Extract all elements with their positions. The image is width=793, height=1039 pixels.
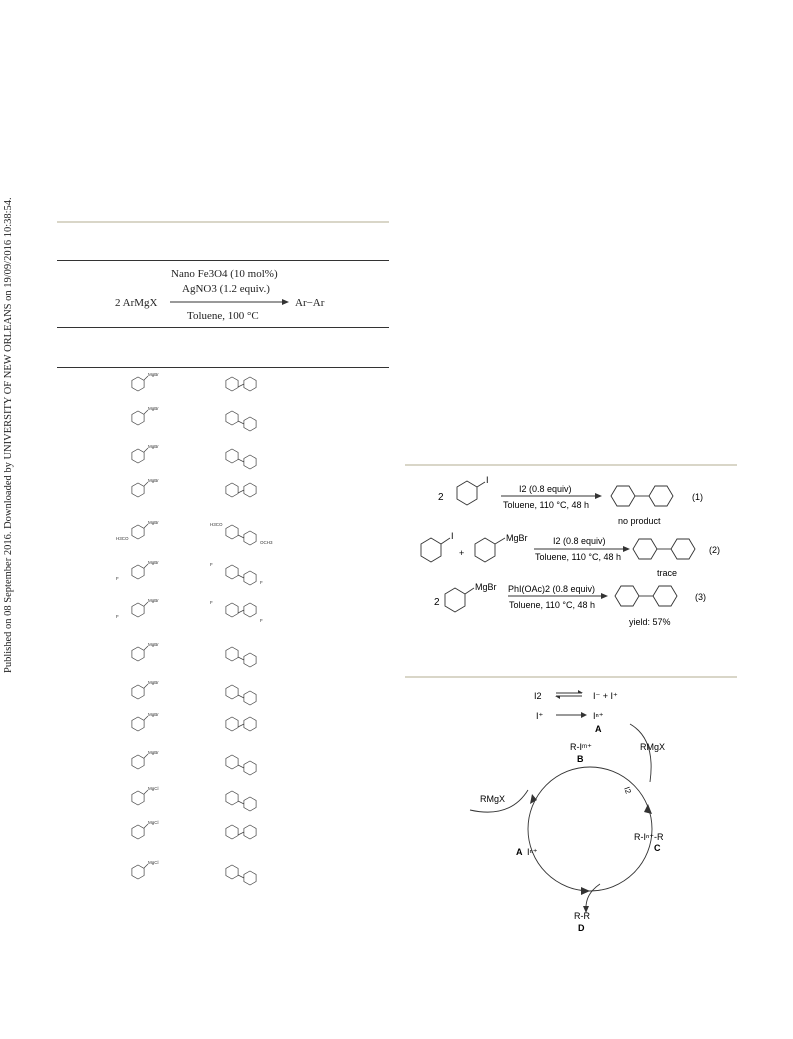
- substrate-substituent: F: [116, 614, 119, 619]
- r1-conditions: Toluene, 110 °C, 48 h: [503, 500, 589, 510]
- substrate-mg-label: MgBr: [148, 478, 159, 483]
- biphenyl-1: [611, 486, 673, 506]
- substrate-mg-label: MgBr: [148, 712, 159, 717]
- substrate-substituent: F: [116, 576, 119, 581]
- eq1-left: I2: [534, 691, 542, 701]
- substrate-mg-label: MgBr: [148, 444, 159, 449]
- product-substituent-a: F: [210, 600, 213, 605]
- iodo-label-1: I: [486, 475, 489, 485]
- A-text: Iⁿ⁺: [527, 847, 538, 857]
- r2-conditions: Toluene, 110 °C, 48 h: [535, 552, 621, 562]
- structure-row: [132, 712, 256, 731]
- phenylmgbr-2: [475, 533, 528, 562]
- r2-number: (2): [709, 545, 720, 555]
- C-label: C: [654, 843, 661, 853]
- header-bottom-rule: [57, 367, 389, 368]
- iodobenzene-1: [457, 475, 489, 505]
- product-substituent-b: F: [260, 580, 263, 585]
- eq2-left: I⁺: [536, 711, 544, 721]
- scheme2-top-rule: [405, 464, 737, 466]
- substrate-substituent: H3CO: [116, 536, 129, 541]
- structure-row: [116, 598, 263, 623]
- catalyst-label: Nano Fe3O4 (10 mol%): [171, 268, 278, 280]
- download-watermark: Published on 08 September 2016. Downloaded by UNIVERSITY OF NEW ORLEANS on 19/09/2016 10:38:54.: [3, 197, 14, 673]
- r2-result: trace: [657, 568, 678, 578]
- D-text: R-R: [574, 911, 590, 921]
- structure-row: [132, 642, 256, 667]
- structure-row: [132, 372, 256, 391]
- cycle-arrowhead-right: [644, 804, 652, 814]
- cycle-arrowhead-bottom: [581, 887, 590, 895]
- r2-plus: +: [459, 548, 465, 558]
- biphenyl-3: [615, 586, 677, 606]
- substrate-mg-label: MgBr: [148, 520, 159, 525]
- r2-reagent: I2 (0.8 equiv): [553, 536, 606, 546]
- reaction-arrow: [170, 297, 290, 307]
- r3-reagent: PhI(OAc)2 (0.8 equiv): [508, 584, 596, 594]
- r3-number: (3): [695, 592, 706, 602]
- structure-row: [132, 750, 256, 775]
- reagent-label: 2 ArMgX: [115, 297, 158, 309]
- substrate-mg-label: MgCl: [148, 786, 159, 791]
- product-substituent-a: F: [210, 562, 213, 567]
- r3-result: yield: 57%: [629, 617, 671, 627]
- substrate-mg-label: MgBr: [148, 642, 159, 647]
- rmgx-top: RMgX: [640, 742, 666, 752]
- control-experiments: [405, 470, 740, 635]
- product-substituent-b: OCH3: [260, 540, 273, 545]
- oxidant-label: AgNO3 (1.2 equiv.): [182, 283, 270, 295]
- conditions-label: Toluene, 100 °C: [187, 310, 259, 322]
- structure-row: [132, 860, 256, 885]
- r2-mg: MgBr: [506, 533, 528, 543]
- i2-label: I2: [622, 785, 633, 795]
- D-label: D: [578, 923, 585, 933]
- C-text: R-Iⁿ⁺-R: [634, 832, 664, 842]
- phenylmgbr-3: [445, 582, 497, 612]
- structure-row: [116, 520, 273, 545]
- scheme3-top-rule: [405, 676, 737, 678]
- r1-result: no product: [618, 516, 661, 526]
- structure-row: [132, 406, 256, 431]
- scheme-bottom-rule: [57, 327, 389, 328]
- equilibrium-arrow: [555, 690, 583, 699]
- B-label: B: [577, 754, 584, 764]
- catalytic-cycle: [528, 767, 652, 891]
- biphenyl-2: [633, 539, 695, 559]
- eq2-label: A: [595, 724, 602, 734]
- iodobenzene-2: [421, 531, 454, 562]
- rmgx-in-arrow: [630, 724, 651, 782]
- r1-coefficient: 2: [438, 492, 444, 503]
- mechanism-cycle: [460, 684, 700, 939]
- eq2-right: Iⁿ⁺: [593, 711, 604, 721]
- substrate-mg-label: MgBr: [148, 372, 159, 377]
- structure-row: [132, 680, 256, 705]
- substrate-mg-label: MgBr: [148, 560, 159, 565]
- substrate-mg-label: MgBr: [148, 406, 159, 411]
- structure-row: [132, 786, 256, 811]
- structure-row: [116, 560, 263, 585]
- substrate-structures: [110, 370, 290, 890]
- structure-row: [132, 444, 256, 469]
- substrate-mg-label: MgBr: [148, 598, 159, 603]
- product-label: Ar−Ar: [295, 297, 325, 309]
- product-substituent-a: H3CO: [210, 522, 223, 527]
- r3-mg: MgBr: [475, 582, 497, 592]
- scheme-top-rule: [57, 260, 389, 261]
- rmgx-left: RMgX: [480, 794, 506, 804]
- product-substituent-b: F: [260, 618, 263, 623]
- substrate-mg-label: MgCl: [148, 820, 159, 825]
- substrate-mg-label: MgCl: [148, 860, 159, 865]
- r3-conditions: Toluene, 110 °C, 48 h: [509, 600, 595, 610]
- B-text: R-Iᵐ⁺: [570, 742, 592, 752]
- r3-coefficient: 2: [434, 597, 440, 608]
- substrate-mg-label: MgBr: [148, 680, 159, 685]
- A-label: A: [516, 847, 523, 857]
- iodo-label-2: I: [451, 531, 454, 541]
- structure-row: [132, 478, 256, 497]
- substrate-mg-label: MgBr: [148, 750, 159, 755]
- r1-reagent: I2 (0.8 equiv): [519, 484, 572, 494]
- structure-row: [132, 820, 256, 839]
- r1-number: (1): [692, 492, 703, 502]
- table-top-rule: [57, 221, 389, 223]
- eq1-right: I⁻ + I⁺: [593, 691, 618, 701]
